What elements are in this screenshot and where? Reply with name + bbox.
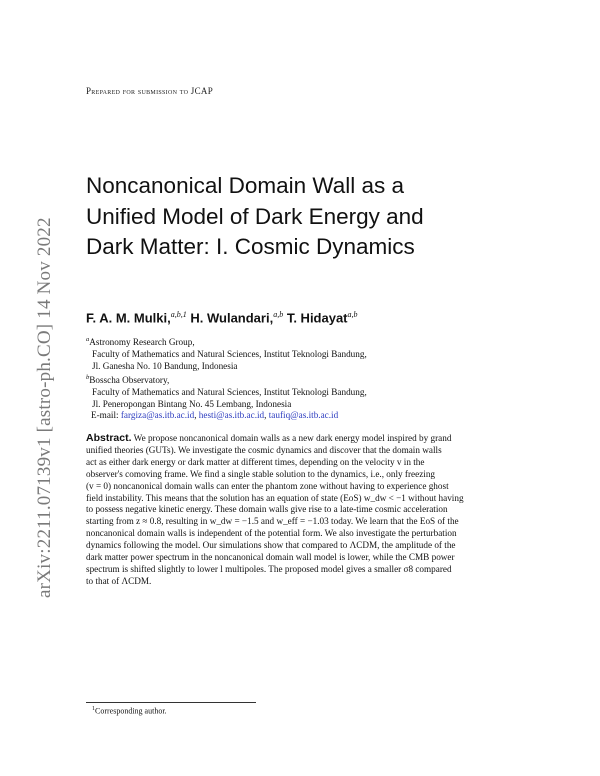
paper-title [86, 171, 546, 263]
email-link[interactable]: hesti@as.itb.ac.id [198, 410, 265, 420]
affiliation-line: Jl. Peneropongan Bintang No. 45 Lembang, Indonesia [92, 399, 292, 410]
affiliation-b [86, 372, 367, 386]
author-affiliation-mark: a,b [347, 310, 358, 319]
author-list [86, 310, 358, 325]
affiliation-a [86, 334, 367, 348]
abstract-line: noncanonical domain walls is independent of the potential form. We also investigate the perturbation [86, 528, 457, 539]
title-line-1: Noncanonical Domain Wall as a [86, 173, 405, 198]
affiliation-mark: a [86, 336, 90, 343]
abstract-line: spectrum is shifted slightly to lower l multipoles. The proposed model gives a smaller σ8 compared [86, 563, 452, 574]
affiliation-line: Astronomy Research Group, [89, 337, 195, 348]
affiliation-line: Jl. Ganesha No. 10 Bandung, Indonesia [92, 361, 238, 372]
title-line-3: Dark Matter: I. Cosmic Dynamics [86, 234, 415, 259]
abstract-line: dark matter power spectrum in the noncanonical domain wall model is lower, while the CMB power [86, 552, 455, 563]
title-line-2: Unified Model of Dark Energy and [86, 203, 424, 229]
email-link[interactable]: taufiq@as.itb.ac.id [268, 410, 339, 420]
abstract-line: to that of ΛCDM. [86, 575, 152, 586]
author-name: T. Hidayat [286, 310, 348, 326]
author-affiliation-mark: a,b,1 [170, 310, 187, 319]
footnote [92, 706, 167, 716]
email-line: E-mail: fargiza@as.itb.ac.id, hesti@as.itb.ac.id, taufiq@as.itb.ac.id [91, 410, 339, 420]
email-label: E-mail: [91, 410, 119, 420]
footnote-mark: 1 [92, 706, 95, 712]
abstract-line: act as either dark energy or dark matter at different times, depending on the velocity v in the [86, 456, 425, 467]
affiliation-line: Bosscha Observatory, [89, 375, 170, 386]
abstract-line: field instability. This means that the solution has an equation of state (EoS) w_dw < −1 without having [86, 492, 464, 503]
abstract-line: observer's comoving frame. We find a single stable solution to the dynamics, i.e., only freezing [86, 468, 436, 479]
abstract-line: (v = 0) noncanonical domain walls can enter the phantom zone without having to experience ghost [86, 480, 449, 491]
abstract-line: unified theories (GUTs). We investigate the cosmic dynamics and discover that the domain walls [86, 444, 442, 455]
abstract-line: dynamics following the model. Our simulations show that compared to ΛCDM, the amplitude of the [86, 540, 456, 551]
author-name: F. A. M. Mulki, [86, 310, 171, 326]
footnote-text: Corresponding author. [95, 706, 167, 716]
affiliation-line: Faculty of Mathematics and Natural Sciences, Institut Teknologi Bandung, [92, 349, 367, 360]
email-link[interactable]: fargiza@as.itb.ac.id [120, 410, 195, 420]
footnote-divider [86, 702, 256, 703]
journal-note: Prepared for submission to JCAP [86, 86, 214, 96]
arxiv-identifier: arXiv:2211.07139v1 [astro-ph.CO] 14 Nov 2022 [34, 217, 55, 598]
author-name: H. Wulandari, [190, 310, 274, 326]
abstract [86, 433, 518, 588]
affiliation-mark: b [86, 374, 90, 382]
abstract-line: to possess negative kinetic energy. These domain walls give rise to a late-time cosmic acceleration [86, 504, 448, 515]
abstract-label: Abstract. [86, 432, 132, 444]
abstract-line [86, 433, 518, 445]
affiliation-line: Faculty of Mathematics and Natural Sciences, Institut Teknologi Bandung, [92, 387, 367, 398]
abstract-line: starting from z ≈ 0.8, resulting in w_dw = −1.5 and w_eff = −1.03 today. We learn that the EoS of the [86, 516, 459, 527]
author-affiliation-mark: a,b [273, 310, 284, 319]
abstract-text: We propose noncanonical domain walls as a new dark energy model inspired by grand [133, 433, 452, 443]
affiliations [86, 334, 367, 410]
